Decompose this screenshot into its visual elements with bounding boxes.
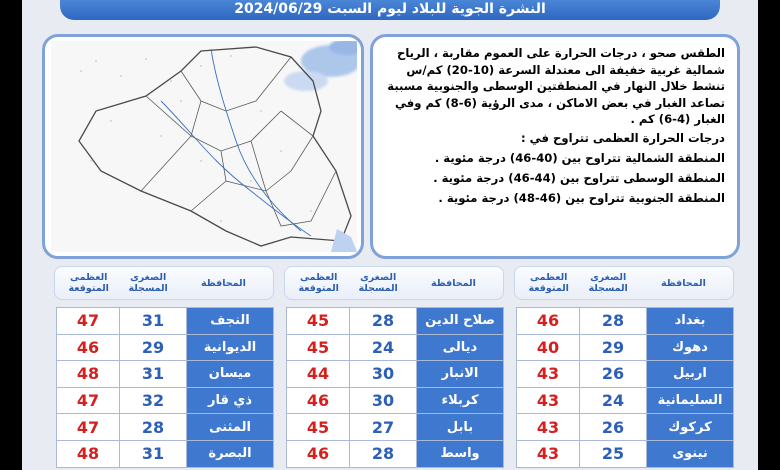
max-temp-value: 46 bbox=[286, 387, 350, 415]
table-row bbox=[284, 335, 504, 362]
min-temp-value: 26 bbox=[579, 360, 647, 388]
max-temp-value: 43 bbox=[516, 440, 580, 468]
min-temp-value: 29 bbox=[579, 334, 647, 362]
min-recorded-header: الصغرى المسجلة bbox=[358, 272, 398, 294]
table-row bbox=[514, 414, 734, 441]
min-temp-value: 31 bbox=[119, 307, 187, 335]
table-row bbox=[54, 414, 274, 441]
province-name: النجف bbox=[186, 307, 274, 335]
province-name: السليمانية bbox=[646, 387, 734, 415]
province-header: المحافظة bbox=[431, 277, 476, 289]
max-temp-value: 47 bbox=[56, 413, 120, 441]
satellite-map-panel bbox=[42, 34, 364, 259]
table-row bbox=[514, 335, 734, 362]
table-column-3 bbox=[54, 266, 274, 468]
min-temp-value: 28 bbox=[349, 307, 417, 335]
province-name: ديالى bbox=[416, 334, 504, 362]
province-name: ذي قار bbox=[186, 387, 274, 415]
province-header: المحافظة bbox=[201, 277, 246, 289]
table-row bbox=[54, 308, 274, 335]
max-temp-value: 45 bbox=[286, 307, 350, 335]
min-temp-value: 31 bbox=[119, 360, 187, 388]
max-temp-value: 43 bbox=[516, 387, 580, 415]
table-row bbox=[284, 441, 504, 468]
region-north-temps: المنطقة الشمالية تتراوح بين (40-46) درجة مئوية . bbox=[434, 150, 725, 165]
min-temp-value: 28 bbox=[349, 440, 417, 468]
province-name: ميسان bbox=[186, 360, 274, 388]
max-temp-value: 45 bbox=[286, 334, 350, 362]
max-temp-value: 40 bbox=[516, 334, 580, 362]
max-temp-value: 45 bbox=[286, 413, 350, 441]
table-row bbox=[284, 414, 504, 441]
province-name: الديوانية bbox=[186, 334, 274, 362]
max-temp-value: 46 bbox=[286, 440, 350, 468]
province-name: نينوى bbox=[646, 440, 734, 468]
iraq-satellite-map bbox=[51, 41, 357, 252]
province-name: صلاح الدين bbox=[416, 307, 504, 335]
max-temp-value: 47 bbox=[56, 387, 120, 415]
province-name: بابل bbox=[416, 413, 504, 441]
max-temp-value: 46 bbox=[516, 307, 580, 335]
table-row bbox=[514, 388, 734, 415]
min-temp-value: 28 bbox=[119, 413, 187, 441]
forecast-text-panel bbox=[370, 34, 740, 259]
max-temp-value: 44 bbox=[286, 360, 350, 388]
min-temp-value: 27 bbox=[349, 413, 417, 441]
max-expected-header: العظمى المتوقعة bbox=[528, 272, 569, 294]
max-expected-header: العظمى المتوقعة bbox=[68, 272, 109, 294]
max-temps-heading: درجات الحرارة العظمى تتراوح في : bbox=[520, 130, 725, 145]
province-name: كربلاء bbox=[416, 387, 504, 415]
min-temp-value: 24 bbox=[579, 387, 647, 415]
max-expected-header: العظمى المتوقعة bbox=[298, 272, 339, 294]
province-name: الانبار bbox=[416, 360, 504, 388]
province-name: واسط bbox=[416, 440, 504, 468]
table-row bbox=[284, 361, 504, 388]
table-row bbox=[54, 388, 274, 415]
table-header bbox=[284, 266, 504, 300]
bulletin-title: النشرة الجوية للبلاد ليوم السبت 2024/06/29 bbox=[60, 0, 720, 20]
province-name: المثنى bbox=[186, 413, 274, 441]
table-row bbox=[284, 308, 504, 335]
min-temp-value: 29 bbox=[119, 334, 187, 362]
min-temp-value: 30 bbox=[349, 360, 417, 388]
min-temp-value: 25 bbox=[579, 440, 647, 468]
max-temp-value: 48 bbox=[56, 360, 120, 388]
province-name: البصرة bbox=[186, 440, 274, 468]
min-temp-value: 26 bbox=[579, 413, 647, 441]
table-row bbox=[54, 335, 274, 362]
region-south-temps: المنطقة الجنوبية تتراوح بين (46-48) درجة مئوية . bbox=[438, 190, 725, 205]
table-row bbox=[514, 308, 734, 335]
forecast-paragraph: الطقس صحو ، درجات الحرارة على العموم مقاربة ، الرياح شمالية غربية خفيفة الى معتدلة السرعة (10-20) كم/س تنشط خلال النهار في المنطقتين الوسطى والجنوبية مسببة تصاعد الغبار في بعض الاماكن ، مدى الرؤية (6-8) كم وفي الغبار (4-6) كم . bbox=[387, 46, 725, 127]
table-header bbox=[514, 266, 734, 300]
table-body bbox=[284, 308, 504, 468]
table-body bbox=[54, 308, 274, 468]
table-header bbox=[54, 266, 274, 300]
table-row bbox=[54, 441, 274, 468]
table-row bbox=[514, 361, 734, 388]
min-temp-value: 24 bbox=[349, 334, 417, 362]
table-row bbox=[514, 441, 734, 468]
province-temperature-tables bbox=[54, 266, 734, 470]
table-column-1 bbox=[514, 266, 734, 468]
province-name: كركوك bbox=[646, 413, 734, 441]
max-temp-value: 48 bbox=[56, 440, 120, 468]
province-name: بغداد bbox=[646, 307, 734, 335]
max-temp-value: 46 bbox=[56, 334, 120, 362]
table-column-2 bbox=[284, 266, 504, 468]
min-temp-value: 32 bbox=[119, 387, 187, 415]
max-temp-value: 43 bbox=[516, 413, 580, 441]
min-temp-value: 30 bbox=[349, 387, 417, 415]
min-recorded-header: الصغرى المسجلة bbox=[588, 272, 628, 294]
max-temp-value: 43 bbox=[516, 360, 580, 388]
min-temp-value: 31 bbox=[119, 440, 187, 468]
province-name: اربيل bbox=[646, 360, 734, 388]
max-temp-value: 47 bbox=[56, 307, 120, 335]
min-recorded-header: الصغرى المسجلة bbox=[128, 272, 168, 294]
table-row bbox=[54, 361, 274, 388]
province-name: دهوك bbox=[646, 334, 734, 362]
min-temp-value: 28 bbox=[579, 307, 647, 335]
table-body bbox=[514, 308, 734, 468]
table-row bbox=[284, 388, 504, 415]
region-central-temps: المنطقة الوسطى تتراوح بين (44-46) درجة مئوية . bbox=[433, 170, 725, 185]
province-header: المحافظة bbox=[661, 277, 706, 289]
